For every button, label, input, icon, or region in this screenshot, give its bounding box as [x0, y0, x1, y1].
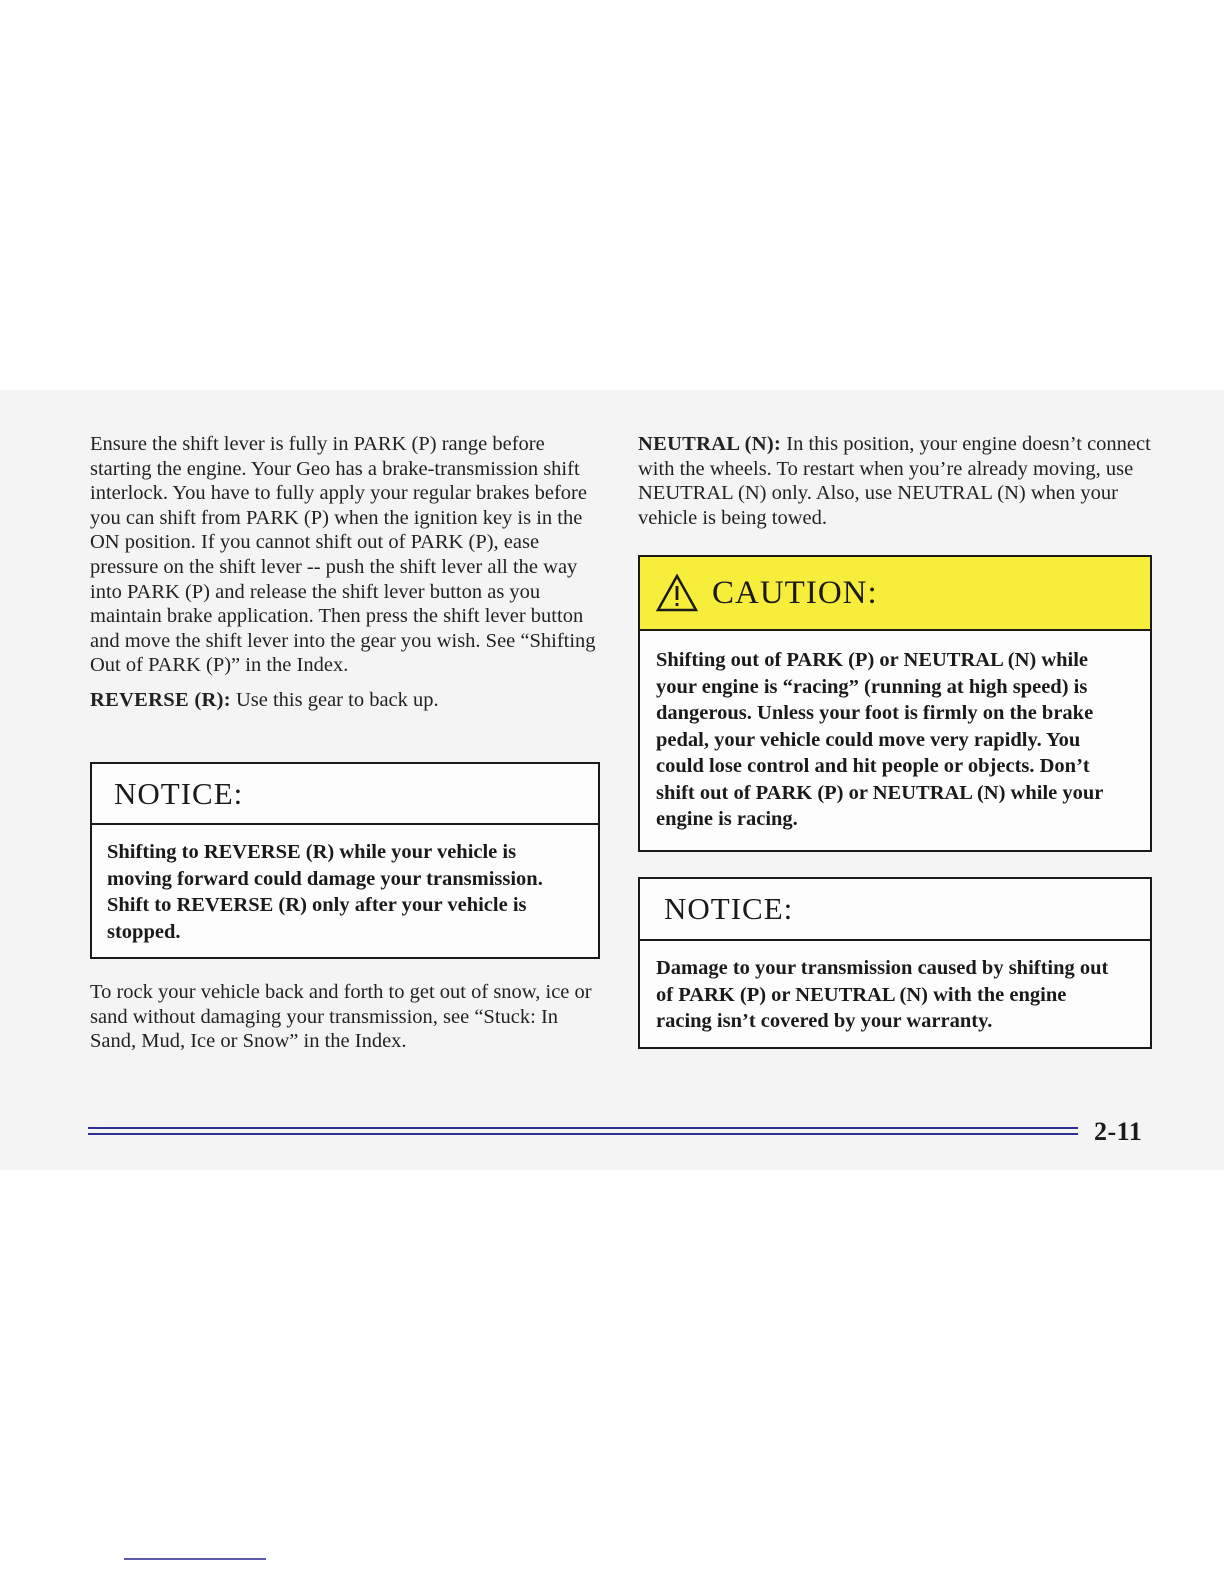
notice-title: NOTICE:	[664, 891, 794, 926]
caution-title: CAUTION:	[712, 574, 878, 611]
warning-triangle-icon	[656, 574, 698, 612]
footer-rule-line-bottom	[88, 1133, 1078, 1135]
intro-paragraph: Ensure the shift lever is fully in PARK (P) range before starting the engine. Your Geo has a brake-transmission shift interlock. You have to fully apply your regular brakes before you can shift from PARK (P) when the ignition key is in the ON position. If you cannot shift out of PARK (P), ease pressure on the shift lever -- push the shift lever all the way into PARK (P) and release the shift lever button as you maintain brake application. Then press the shift lever button and move the shift lever into the gear you wish. See “Shifting Out of PARK (P)” in the Index.	[90, 433, 596, 677]
bottom-link-underline	[124, 1558, 266, 1560]
reverse-text: Use this gear to back up.	[235, 688, 439, 711]
neutral-text: In this position, your engine doesn’t connect with the wheels. To restart when you’re already moving, use NEUTRAL (N) only. Also, use NEUTRAL (N) when your vehicle is being towed.	[638, 433, 1151, 529]
caution-box	[638, 555, 1152, 852]
page-number: 2-11	[1094, 1117, 1143, 1146]
reverse-paragraph	[90, 688, 602, 713]
right-column	[638, 432, 1152, 530]
left-column	[90, 432, 602, 713]
notice-title: NOTICE:	[114, 775, 244, 811]
notice-body: Damage to your transmission caused by shifting out of PARK (P) or NEUTRAL (N) with the engine racing isn’t covered by your warranty.	[656, 957, 1109, 1032]
notice-header	[92, 764, 598, 825]
neutral-label: NEUTRAL (N):	[638, 433, 782, 455]
notice-box-left	[90, 762, 600, 959]
notice-body: Shifting to REVERSE (R) while your vehicle is moving forward could damage your transmission. Shift to REVERSE (R) only after your vehicle is stopped.	[107, 841, 543, 943]
reverse-label: REVERSE (R):	[90, 688, 231, 711]
notice-header	[640, 879, 1150, 941]
notice-box-right	[638, 877, 1152, 1049]
neutral-paragraph	[638, 432, 1152, 530]
footer-rule	[88, 1127, 1078, 1136]
rock-paragraph: To rock your vehicle back and forth to get out of snow, ice or sand without damaging your transmission, see “Stuck: In Sand, Mud, Ice or Snow” in the Index.	[90, 981, 592, 1053]
rock-paragraph-wrap	[90, 980, 595, 1054]
footer-rule-line-top	[88, 1127, 1078, 1129]
caution-header	[640, 557, 1150, 631]
caution-body: Shifting out of PARK (P) or NEUTRAL (N) while your engine is “racing” (running at high speed) is dangerous. Unless your foot is firmly on the brake pedal, your vehicle could move very rapidly. You could lose control and hit people or objects. Don’t shift out of PARK (P) or NEUTRAL (N) while your engine is racing.	[656, 649, 1104, 830]
